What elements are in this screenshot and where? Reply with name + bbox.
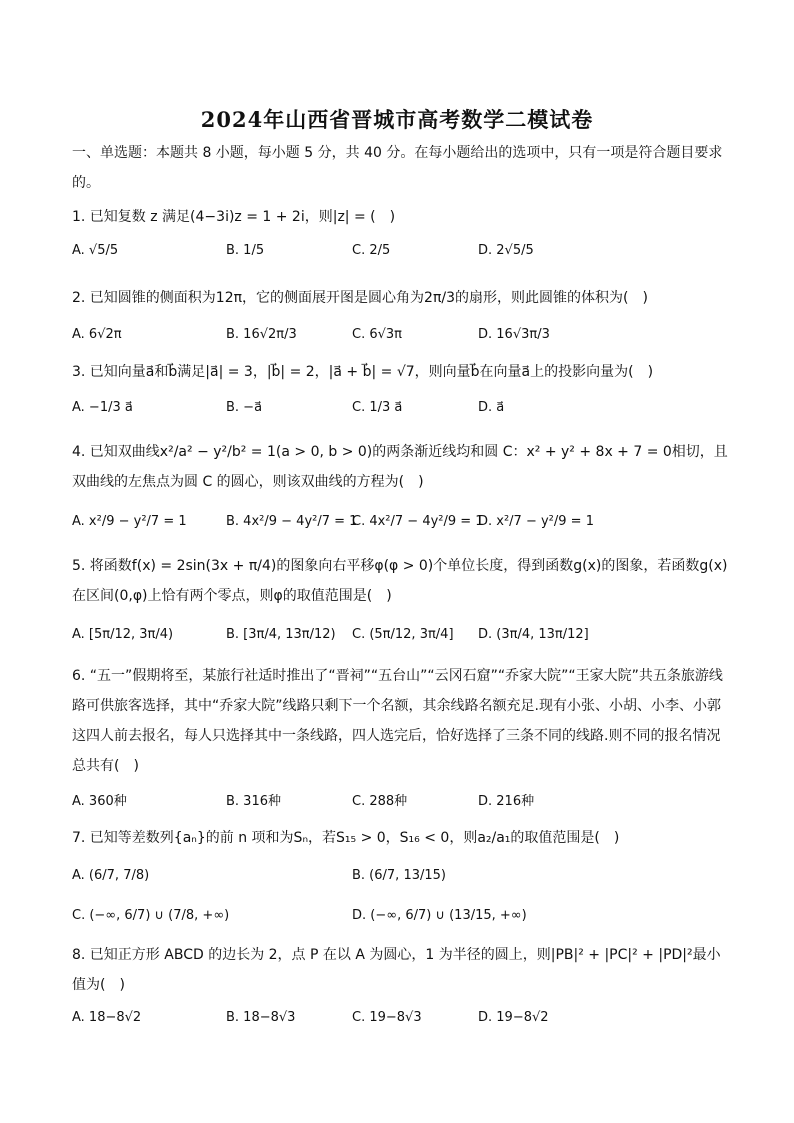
- option-c: C. (−∞, 6/7) ∪ (7/8, +∞): [72, 908, 230, 923]
- option-c: C. 288种: [352, 794, 408, 809]
- question-7-stem: 7. 已知等差数列{aₙ}的前 n 项和为Sₙ，若S₁₅ > 0，S₁₆ < 0，则a₂/a₁的取值范围是( ): [72, 830, 620, 846]
- option-c: C. 1/3 a⃗: [352, 400, 403, 415]
- option-d: D. x²/7 − y²/9 = 1: [478, 514, 594, 529]
- question-5-stem: 5. 将函数f(x) = 2sin(3x + π/4)的图象向右平移φ(φ > 0)个单位长度，得到函数g(x)的图象，若函数g(x)在区间(0,φ)上恰有两个零点，则φ的取值范围是( ): [72, 558, 728, 604]
- question-4-options: [72, 514, 732, 538]
- question-7-options-row1: [72, 868, 732, 892]
- option-d: D. 2√5/5: [478, 243, 534, 258]
- question-1-options: [72, 243, 732, 267]
- page-title: 2024年山西省晋城市高考数学二模试卷: [200, 107, 594, 132]
- option-b: B. 1/5: [226, 243, 265, 258]
- option-b: B. 4x²/9 − 4y²/7 = 1: [226, 514, 358, 529]
- option-a: A. 6√2π: [72, 327, 122, 342]
- question-2-stem: 2. 已知圆锥的侧面积为12π，它的侧面展开图是圆心角为2π/3的扇形，则此圆锥的体积为( ): [72, 290, 648, 306]
- question-2-options: [72, 327, 732, 351]
- option-a: A. 18−8√2: [72, 1010, 142, 1025]
- option-d: D. (3π/4, 13π/12]: [478, 627, 589, 642]
- option-c: C. (5π/12, 3π/4]: [352, 627, 454, 642]
- option-a: A. (6/7, 7/8): [72, 868, 150, 883]
- option-c: C. 6√3π: [352, 327, 402, 342]
- option-a: A. 360种: [72, 794, 127, 809]
- question-5-options: [72, 627, 732, 651]
- question-6-options: [72, 790, 732, 814]
- question-7-options-row2: [72, 908, 732, 932]
- question-3-stem: 3. 已知向量a⃗和b⃗满足|a⃗| = 3，|b⃗| = 2，|a⃗ + b⃗| = √7，则向量b⃗在向量a⃗上的投影向量为( ): [72, 364, 654, 380]
- question-6-stem: 6. “五一”假期将至，某旅行社适时推出了“晋祠”“五台山”“云冈石窟”“乔家大院”“王家大院”共五条旅游线路可供旅客选择，其中“乔家大院”线路只剩下一个名额，其余线路名额充足.现有小张、小胡、小李、小郭这四人前去报名，每人只选择其中一条线路，四人选完后，恰好选择了三条不同的线路.则不同的报名情况总共有( ): [72, 668, 723, 774]
- option-a: A. [5π/12, 3π/4): [72, 627, 174, 642]
- question-8-stem: 8. 已知正方形 ABCD 的边长为 2，点 P 在以 A 为圆心，1 为半径的圆上，则|PB|² + |PC|² + |PD|²最小值为( ): [72, 947, 721, 993]
- option-b: B. −a⃗: [226, 400, 263, 415]
- question-4-stem: 4. 已知双曲线x²/a² − y²/b² = 1(a > 0, b > 0)的两条渐近线均和圆 C：x² + y² + 8x + 7 = 0相切，且双曲线的左焦点为圆 C 的圆心，则该双曲线的方程为( ): [72, 444, 728, 490]
- option-c: C. 4x²/7 − 4y²/9 = 1: [352, 514, 484, 529]
- option-d: D. (−∞, 6/7) ∪ (13/15, +∞): [352, 908, 527, 923]
- option-b: B. 316种: [226, 794, 281, 809]
- option-b: B. 18−8√3: [226, 1010, 296, 1025]
- option-d: D. 19−8√2: [478, 1010, 549, 1025]
- option-d: D. a⃗: [478, 400, 505, 415]
- option-d: D. 16√3π/3: [478, 327, 550, 342]
- question-1-stem: 1. 已知复数 z 满足(4−3i)z = 1 + 2i，则|z| = ( ): [72, 209, 396, 225]
- option-c: C. 19−8√3: [352, 1010, 422, 1025]
- option-b: B. [3π/4, 13π/12): [226, 627, 336, 642]
- section-heading: 一、单选题：本题共 8 小题，每小题 5 分，共 40 分。在每小题给出的选项中，只有一项是符合题目要求的。: [72, 145, 723, 191]
- option-a: A. √5/5: [72, 243, 119, 258]
- option-b: B. 16√2π/3: [226, 327, 297, 342]
- option-a: A. −1/3 a⃗: [72, 400, 133, 415]
- option-d: D. 216种: [478, 794, 535, 809]
- question-3-options: [72, 400, 732, 424]
- question-8-options: [72, 1010, 732, 1034]
- option-a: A. x²/9 − y²/7 = 1: [72, 514, 187, 529]
- option-c: C. 2/5: [352, 243, 391, 258]
- option-b: B. (6/7, 13/15): [352, 868, 446, 883]
